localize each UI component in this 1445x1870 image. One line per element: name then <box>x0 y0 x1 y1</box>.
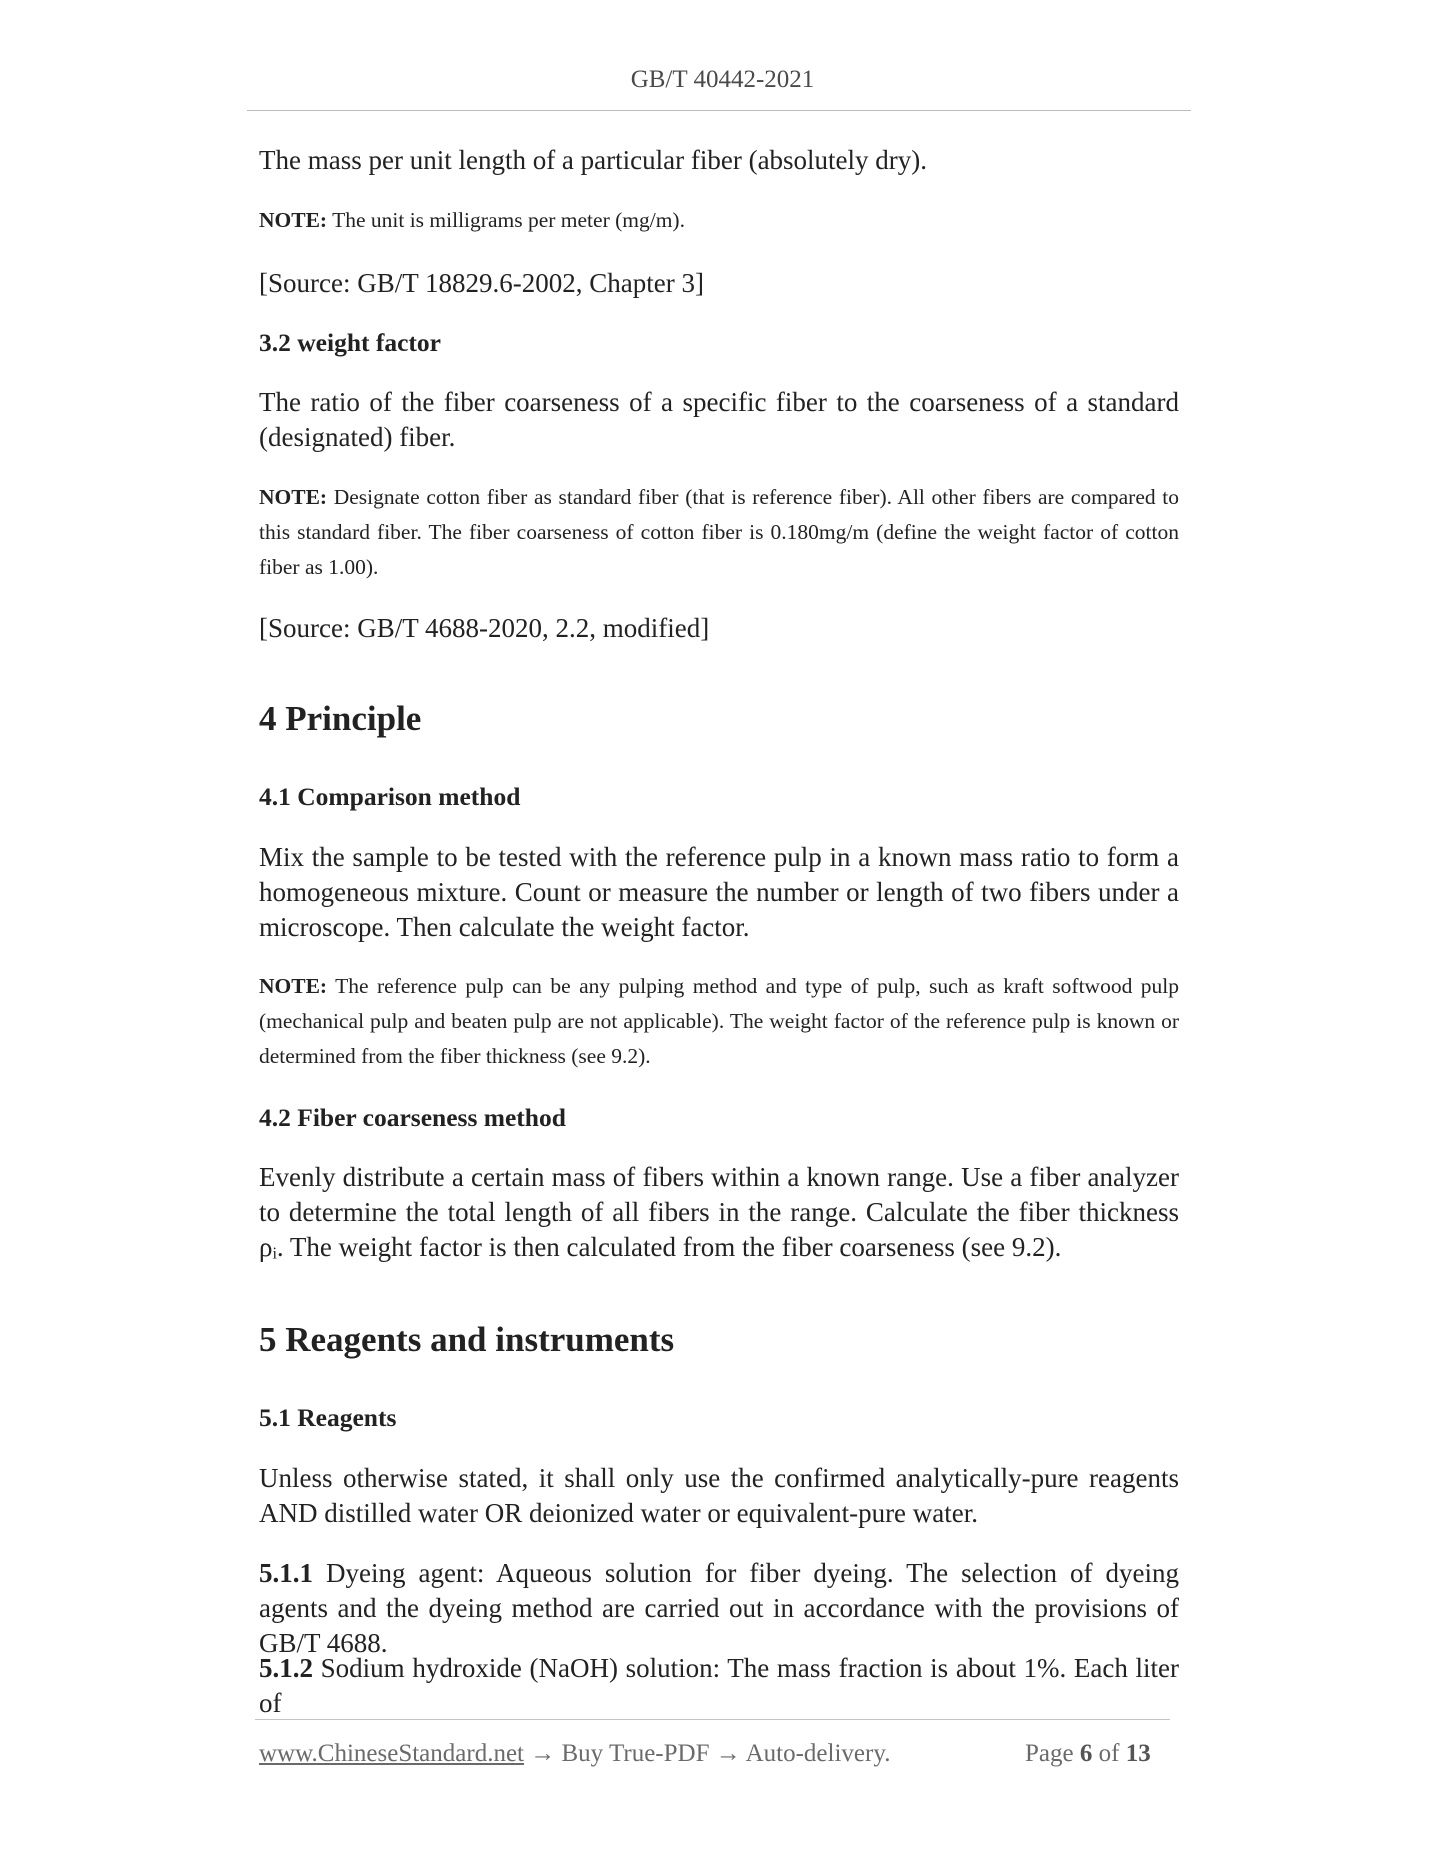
section-5-title: 5 Reagents and instruments <box>259 1320 675 1359</box>
header-divider <box>247 110 1191 111</box>
section-3-2-note <box>259 480 1179 585</box>
section-3-2-source: [Source: GB/T 4688-2020, 2.2, modified] <box>259 613 710 643</box>
note-text: The unit is milligrams per meter (mg/m). <box>327 208 685 232</box>
note-label: NOTE: <box>259 208 328 232</box>
promo-text: → Buy True-PDF → Auto-delivery. <box>524 1740 891 1767</box>
website-link[interactable]: www.ChineseStandard.net <box>259 1740 524 1767</box>
section-3-2-title: 3.2 weight factor <box>259 328 441 357</box>
note-label: NOTE: <box>259 974 328 998</box>
current-page-number: 6 <box>1079 1740 1093 1767</box>
coarseness-definition: The mass per unit length of a particular fiber (absolutely dry). <box>259 145 928 175</box>
clause-text: Sodium hydroxide (NaOH) solution: The mass fraction is about 1%. Each liter of <box>259 1653 1179 1718</box>
section-3-2-definition: The ratio of the fiber coarseness of a specific fiber to the coarseness of a standard (designated) fiber. <box>259 387 1179 452</box>
note-text: The reference pulp can be any pulping method and type of pulp, such as kraft softwood pulp (mechanical pulp and beaten pulp are not applicable). The weight factor of the reference pulp is known or determined from the fiber thickness (see 9.2). <box>259 974 1179 1068</box>
clause-5-1-1 <box>259 1556 1179 1661</box>
section-4-1-title: 4.1 Comparison method <box>259 782 521 811</box>
section-4-2-title: 4.2 Fiber coarseness method <box>259 1103 566 1132</box>
section-4-1-text: Mix the sample to be tested with the reference pulp in a known mass ratio to form a homogeneous mixture. Count or measure the number or length of two fibers under a microscope. Then calculate the weight factor. <box>259 842 1179 942</box>
footer-divider <box>255 1719 1170 1720</box>
clause-text: Dyeing agent: Aqueous solution for fiber dyeing. The selection of dyeing agents and the dyeing method are carried out in accordance with the provisions of GB/T 4688. <box>259 1558 1179 1658</box>
section-5-1-text: Unless otherwise stated, it shall only use the confirmed analytically-pure reagents AND distilled water OR deionized water or equivalent-pure water. <box>259 1463 1179 1528</box>
section-4-title: 4 Principle <box>259 699 422 738</box>
footer-promo <box>259 1738 890 1770</box>
clause-number: 5.1.2 <box>259 1653 313 1683</box>
page-of: of <box>1092 1740 1126 1767</box>
coarseness-source: [Source: GB/T 18829.6-2002, Chapter 3] <box>259 268 704 298</box>
coarseness-note <box>259 203 1179 238</box>
section-4-2-text: Evenly distribute a certain mass of fibers within a known range. Use a fiber analyzer to determine the total length of all fibers in the range. Calculate the fiber thickness ρᵢ. The weight factor is then calculated from the fiber coarseness (see 9.2). <box>259 1162 1179 1262</box>
note-label: NOTE: <box>259 485 328 509</box>
note-text: Designate cotton fiber as standard fiber (that is reference fiber). All other fibers are compared to this standard fiber. The fiber coarseness of cotton fiber is 0.180mg/m (define the weight factor of cotton fiber as 1.00). <box>259 485 1179 579</box>
clause-5-1-2 <box>259 1651 1179 1721</box>
section-4-1-note <box>259 969 1179 1074</box>
total-pages-number: 13 <box>1125 1740 1151 1767</box>
clause-number: 5.1.1 <box>259 1558 313 1588</box>
page-header: GB/T 40442-2021 <box>630 66 815 93</box>
page-indicator <box>1025 1738 1151 1770</box>
page-label: Page <box>1025 1740 1080 1767</box>
section-5-1-title: 5.1 Reagents <box>259 1403 397 1432</box>
